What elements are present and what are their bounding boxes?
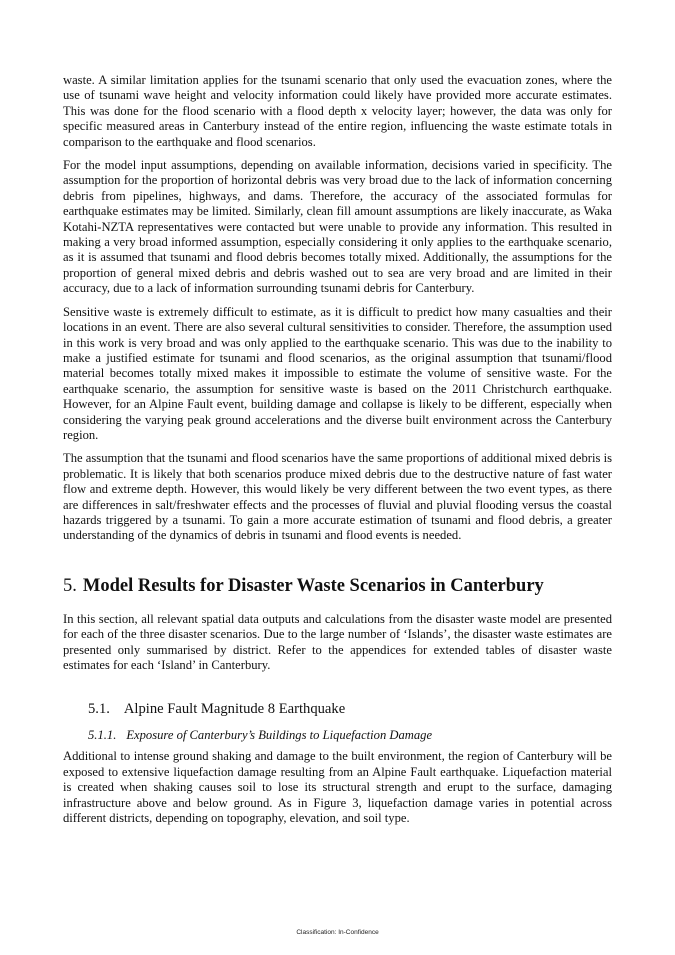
section-intro-paragraph: In this section, all relevant spatial data outputs and calculations from the disaster waste model are presented for each of the three disaster scenarios. Due to the large number of ‘Islands’, the disaster waste estimates are presented only summarised by district. Refer to the appendices for extended tables of disaster waste estimates for each ‘Island’ in Canterbury. (63, 611, 612, 672)
subsection-number: 5.1. (88, 701, 110, 718)
body-paragraph: For the model input assumptions, depending on available information, decisions varied in specificity. The assumption for the proportion of horizontal debris was very broad due to the lack of information concerning debris from pipelines, highways, and dams. Therefore, the accuracy of the associated formulas for earthquake estimates may be limited. Similarly, clean fill amount assumptions are likely inaccurate, as Waka Kotahi-NZTA representatives were contacted but were unable to provide any information. This resulted in making a very broad informed assumption, especially considering it only applies to the earthquake scenario, as it is assumed that tsunami and flood debris becomes totally mixed. Additionally, the assumptions for the proportion of general mixed debris and debris washed out to sea are very broad and are limited in their accuracy, due to a lack of information surrounding tsunami debris for Canterbury. (63, 158, 612, 296)
body-paragraph: The assumption that the tsunami and flood scenarios have the same proportions of additional mixed debris is problematic. It is likely that both scenarios produce mixed debris due to the destructive nature of fast water flow and extreme depth. However, this would likely be very different between the two event types, as there are differences in salt/freshwater effects and the processes of fluvial and pluvial flooding versus the coastal hazards triggered by a tsunami. To gain a more accurate estimation of tsunami and flood debris, a greater understanding of the dynamics of debris in tsunami and flood events is needed. (63, 451, 612, 543)
subsubsection-body-paragraph: Additional to intense ground shaking and damage to the built environment, the region of Canterbury will be exposed to extensive liquefaction damage resulting from an Alpine Fault earthquake. Liquefaction material is created when shaking causes soil to lose its structural strength and erupt to the surface, damaging infrastructure above and below ground. As in Figure 3, liquefaction damage varies in potential across different districts, depending on topography, elevation, and soil type. (63, 749, 612, 826)
section-heading (63, 574, 612, 598)
subsubsection-number: 5.1.1. (88, 728, 117, 743)
document-page (63, 73, 612, 834)
body-paragraph: waste. A similar limitation applies for the tsunami scenario that only used the evacuation zones, where the use of tsunami wave height and velocity information could likely have provided more accurate estimates. This was done for the flood scenario with a flood depth x velocity layer; however, the data was only for specific measured areas in Canterbury instead of the entire region, influencing the waste estimate totals in comparison to the earthquake and flood scenarios. (63, 73, 612, 149)
section-number: 5. (63, 575, 77, 596)
subsection-heading (88, 699, 612, 719)
section-title: Model Results for Disaster Waste Scenarios in Canterbury (82, 575, 544, 596)
subsubsection-heading (88, 727, 612, 743)
body-paragraph: Sensitive waste is extremely difficult to estimate, as it is difficult to predict how many casualties and their locations in an event. There are also several cultural sensitivities to consider. Therefore, the assumption used in this work is very broad and was only applied to the earthquake scenario. This was due to the inability to make a justified estimate for tsunami and flood scenarios, as the original assumption that tsunami/flood material becomes totally mixed makes it impossible to estimate the volume of sensitive waste. For the earthquake scenario, the assumption for sensitive waste is based on the 2011 Christchurch earthquake. However, for an Alpine Fault event, building damage and collapse is likely to be different, especially when considering the varying peak ground accelerations and the diverse built environment across the Canterbury region. (63, 304, 612, 442)
subsection-title: Alpine Fault Magnitude 8 Earthquake (123, 701, 346, 718)
classification-footer: Classification: In-Confidence (296, 929, 379, 936)
subsubsection-title: Exposure of Canterbury’s Buildings to Liquefaction Damage (126, 728, 433, 743)
